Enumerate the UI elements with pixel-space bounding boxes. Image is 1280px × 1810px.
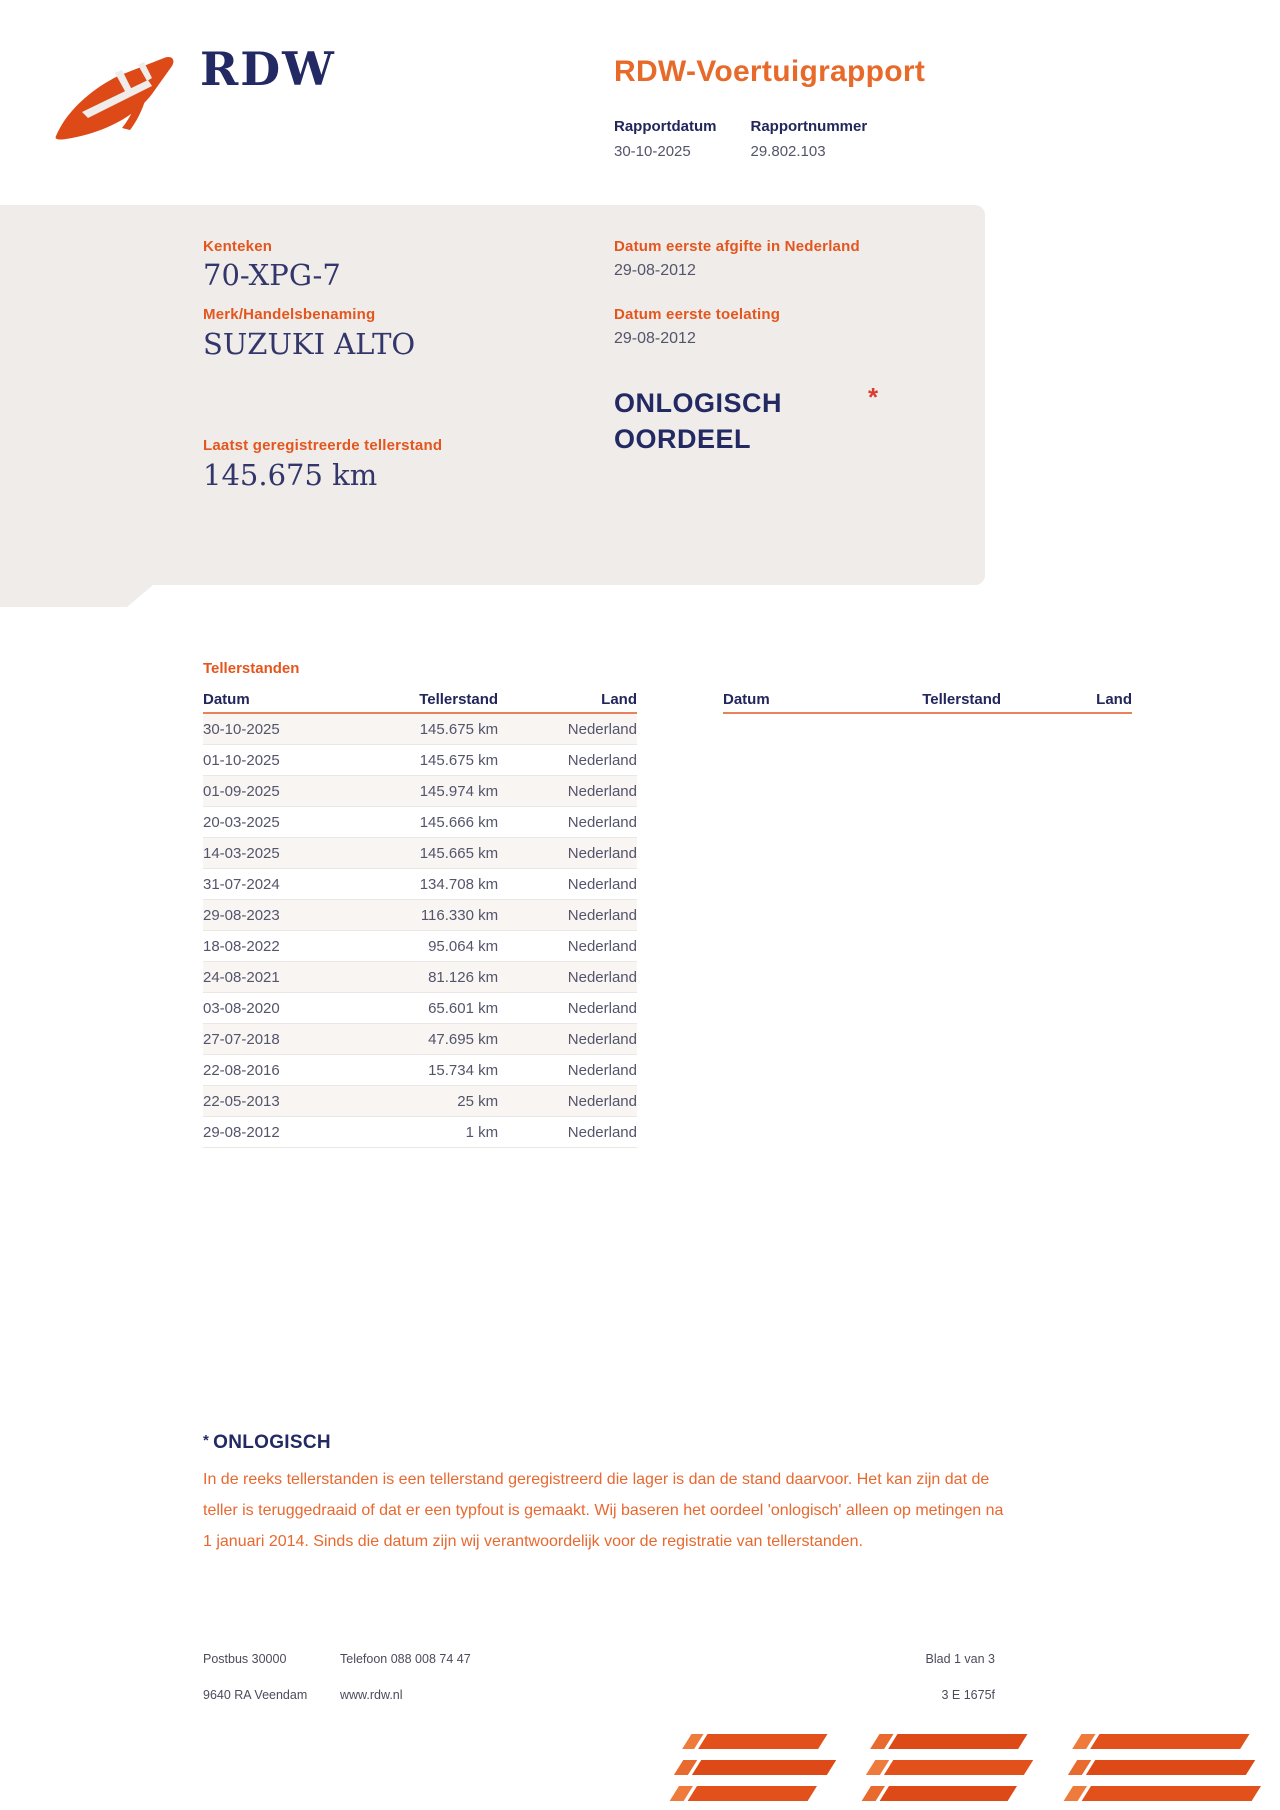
table-row: [203, 1055, 637, 1086]
cell-datum: 03-08-2020: [203, 999, 280, 1017]
cell-datum: 22-08-2016: [203, 1061, 280, 1079]
cell-datum: 22-05-2013: [203, 1092, 280, 1110]
note-heading-text: ONLOGISCH: [213, 1432, 331, 1453]
cell-datum: 30-10-2025: [203, 720, 280, 738]
vehicle-summary-panel: [0, 205, 985, 585]
report-number-label: Rapportnummer: [750, 118, 868, 135]
cell-land: Nederland: [567, 751, 637, 769]
table-row: [203, 1086, 637, 1117]
cell-datum: 14-03-2025: [203, 844, 280, 862]
kenteken-value: 70-XPG-7: [203, 258, 341, 292]
document-title: RDW-Voertuigrapport: [614, 55, 926, 88]
laatste-tellerstand-label: Laatst geregistreerde tellerstand: [203, 437, 443, 454]
table-header-row: [723, 686, 1132, 714]
oordeel-line1: ONLOGISCH: [614, 388, 783, 418]
cell-tellerstand: 116.330 km: [420, 906, 499, 924]
cell-land: Nederland: [567, 782, 637, 800]
cell-tellerstand: 145.675 km: [419, 751, 499, 769]
cell-land: Nederland: [567, 875, 637, 893]
cell-datum: 20-03-2025: [203, 813, 280, 831]
vehicle-summary-panel-tab: [0, 585, 153, 607]
table-row: [203, 807, 637, 838]
table-row: [203, 931, 637, 962]
report-date-label: Rapportdatum: [614, 118, 717, 135]
col-header-tellerstand: Tellerstand: [419, 690, 499, 708]
cell-land: Nederland: [567, 844, 637, 862]
tellerstanden-section-title: Tellerstanden: [203, 660, 300, 677]
cell-tellerstand: 145.974 km: [419, 782, 499, 800]
cell-datum: 31-07-2024: [203, 875, 280, 893]
cell-tellerstand: 145.675 km: [419, 720, 499, 738]
cell-datum: 24-08-2021: [203, 968, 280, 986]
note-heading: [203, 1432, 331, 1454]
table-rows: [203, 714, 637, 1148]
table-row: [203, 1117, 637, 1148]
col-header-land: Land: [1096, 690, 1132, 708]
cell-land: Nederland: [567, 1123, 637, 1141]
report-number-value: 29.802.103: [750, 143, 826, 160]
eerste-afgifte-label: Datum eerste afgifte in Nederland: [614, 238, 860, 255]
cell-tellerstand: 1 km: [465, 1123, 499, 1141]
note-body: In de reeks tellerstanden is een tellerstand geregistreerd die lager is dan de stand daarvoor. Het kan zijn dat de teller is teruggedraaid of dat er een typfout is gemaakt. Wij baseren het oordeel 'onlogisch' alleen op metingen na 1 januari 2014. Sinds die datum zijn wij verantwoordelijk voor de registratie van tellerstanden.: [203, 1471, 1004, 1550]
report-meta: [614, 118, 867, 160]
footer-page-indicator: Blad 1 van 3: [925, 1652, 995, 1666]
eerste-afgifte-value: 29-08-2012: [614, 262, 696, 279]
cell-tellerstand: 47.695 km: [428, 1030, 499, 1048]
cell-tellerstand: 95.064 km: [428, 937, 499, 955]
cell-datum: 18-08-2022: [203, 937, 280, 955]
tire-track-decoration-icon: [650, 1730, 1280, 1810]
footer-website-link[interactable]: [340, 1688, 403, 1702]
tellerstanden-table-right: [723, 686, 1132, 714]
report-number: [751, 118, 868, 160]
cell-land: Nederland: [567, 1092, 637, 1110]
table-row: [203, 900, 637, 931]
merk-label: Merk/Handelsbenaming: [203, 306, 376, 323]
table-row: [203, 776, 637, 807]
report-date: [614, 118, 717, 160]
footer-website-text[interactable]: www.rdw.nl: [340, 1688, 403, 1702]
table-row: [203, 869, 637, 900]
cell-land: Nederland: [567, 1030, 637, 1048]
cell-land: Nederland: [567, 720, 637, 738]
cell-land: Nederland: [567, 906, 637, 924]
cell-datum: 01-09-2025: [203, 782, 280, 800]
cell-tellerstand: 134.708 km: [419, 875, 499, 893]
footer-city: 9640 RA Veendam: [203, 1688, 308, 1702]
cell-tellerstand: 81.126 km: [428, 968, 499, 986]
cell-datum: 01-10-2025: [203, 751, 280, 769]
tellerstanden-table-left: [203, 686, 637, 1148]
cell-datum: 29-08-2023: [203, 906, 280, 924]
footer-phone: Telefoon 088 008 74 47: [340, 1652, 471, 1666]
cell-datum: 27-07-2018: [203, 1030, 280, 1048]
col-header-tellerstand: Tellerstand: [922, 690, 1002, 708]
col-header-datum: Datum: [203, 690, 250, 708]
footer-form-code: 3 E 1675f: [941, 1688, 995, 1702]
oordeel-line2: OORDEEL: [614, 424, 752, 454]
table-row: [203, 714, 637, 745]
table-row: [203, 838, 637, 869]
oordeel-asterisk: *: [868, 382, 879, 412]
eerste-toelating-value: 29-08-2012: [614, 330, 696, 347]
table-row: [203, 1024, 637, 1055]
cell-land: Nederland: [567, 968, 637, 986]
rdw-wordmark: RDW: [200, 42, 336, 96]
eerste-toelating-label: Datum eerste toelating: [614, 306, 781, 323]
cell-land: Nederland: [567, 1061, 637, 1079]
oordeel-status: [614, 385, 782, 457]
cell-land: Nederland: [567, 813, 637, 831]
col-header-datum: Datum: [723, 690, 770, 708]
footer-postbus: Postbus 30000: [203, 1652, 287, 1666]
merk-value: SUZUKI ALTO: [203, 327, 416, 361]
note-asterisk: *: [203, 1432, 210, 1449]
cell-tellerstand: 145.665 km: [419, 844, 499, 862]
kenteken-label: Kenteken: [203, 238, 273, 255]
cell-tellerstand: 145.666 km: [419, 813, 499, 831]
col-header-land: Land: [601, 690, 637, 708]
cell-datum: 29-08-2012: [203, 1123, 280, 1141]
report-date-value: 30-10-2025: [614, 143, 691, 160]
cell-land: Nederland: [567, 999, 637, 1017]
table-row: [203, 745, 637, 776]
cell-land: Nederland: [567, 937, 637, 955]
laatste-tellerstand-value: 145.675 km: [203, 458, 378, 492]
rdw-logo-icon: [52, 50, 182, 142]
cell-tellerstand: 15.734 km: [428, 1061, 499, 1079]
table-row: [203, 993, 637, 1024]
cell-tellerstand: 25 km: [457, 1092, 499, 1110]
table-row: [203, 962, 637, 993]
table-header-row: [203, 686, 637, 714]
cell-tellerstand: 65.601 km: [428, 999, 499, 1017]
